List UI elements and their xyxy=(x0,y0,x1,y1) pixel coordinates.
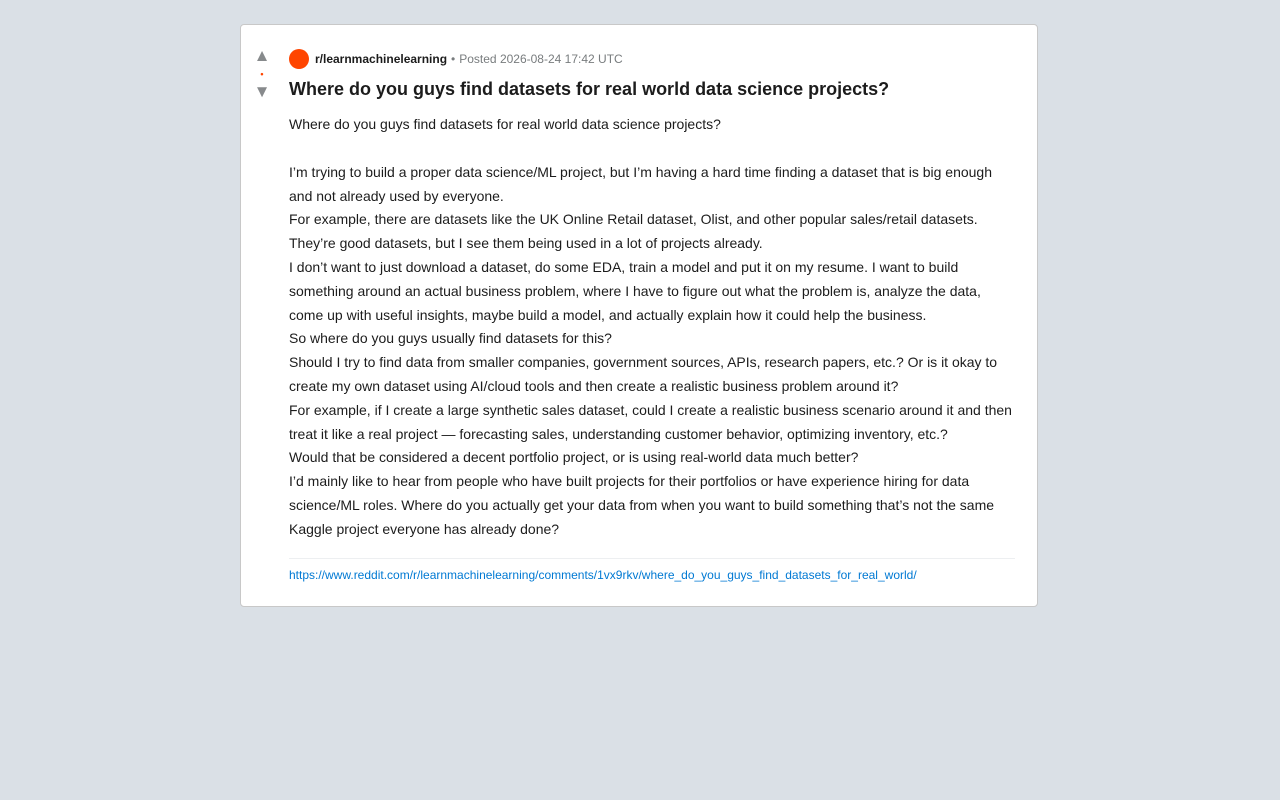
post-card xyxy=(240,24,1038,607)
upvote-icon[interactable]: ▲ xyxy=(253,46,271,65)
body-paragraph: I’d mainly like to hear from people who have built projects for their portfolios or have experience hiring for data science/ML roles. Where do you actually get your data from when you want to build something that’s not the same Kaggle project everyone has already done? xyxy=(289,473,995,537)
meta-separator: • xyxy=(451,52,456,66)
post-body xyxy=(289,113,1015,542)
post-permalink[interactable]: https://www.reddit.com/r/learnmachinelearning/comments/1vx9rkv/where_do_you_guys_find_datasets_for_real_world/ xyxy=(289,567,917,582)
subreddit-link[interactable]: r/learnmachinelearning xyxy=(315,52,448,66)
posted-timestamp: Posted 2026-08-24 17:42 UTC xyxy=(459,52,623,66)
vote-score: • xyxy=(260,69,264,79)
body-paragraph: Should I try to find data from smaller companies, government sources, APIs, research papers, etc.? Or is it okay to create my own dataset using AI/cloud tools and then create a realistic business problem around it? xyxy=(289,354,998,394)
body-paragraph: So where do you guys usually find datasets for this? xyxy=(289,330,612,347)
body-paragraph: For example, there are datasets like the UK Online Retail dataset, Olist, and other popular sales/retail datasets. They’re good datasets, but I see them being used in a lot of projects already. xyxy=(289,211,978,252)
post-footer xyxy=(289,558,1015,582)
downvote-icon[interactable]: ▼ xyxy=(253,82,271,101)
body-paragraph: I don’t want to just download a dataset, do some EDA, train a model and put it on my resume. I want to build something around an actual business problem, where I have to figure out what the problem is, analyze the data, come up with useful insights, maybe build a model, and actually explain how it could help the business. xyxy=(289,258,981,323)
post-meta xyxy=(289,49,1015,69)
body-paragraph: I’m trying to build a proper data science/ML project, but I’m having a hard time finding a dataset that is big enough and not already used by everyone. xyxy=(289,163,992,204)
subreddit-avatar-icon[interactable] xyxy=(289,49,309,69)
post-title[interactable]: Where do you guys find datasets for real world data science projects? xyxy=(289,79,890,99)
body-lead-paragraph: Where do you guys find datasets for real world data science projects? xyxy=(289,116,721,132)
vote-column xyxy=(251,47,273,101)
body-paragraph: For example, if I create a large synthetic sales dataset, could I create a realistic business scenario around it and then treat it like a real project — forecasting sales, understanding customer behavior, optimizing inventory, etc.? xyxy=(289,401,1012,442)
post-content xyxy=(289,49,1015,582)
body-paragraph: Would that be considered a decent portfolio project, or is using real-world data much better? xyxy=(289,449,859,466)
